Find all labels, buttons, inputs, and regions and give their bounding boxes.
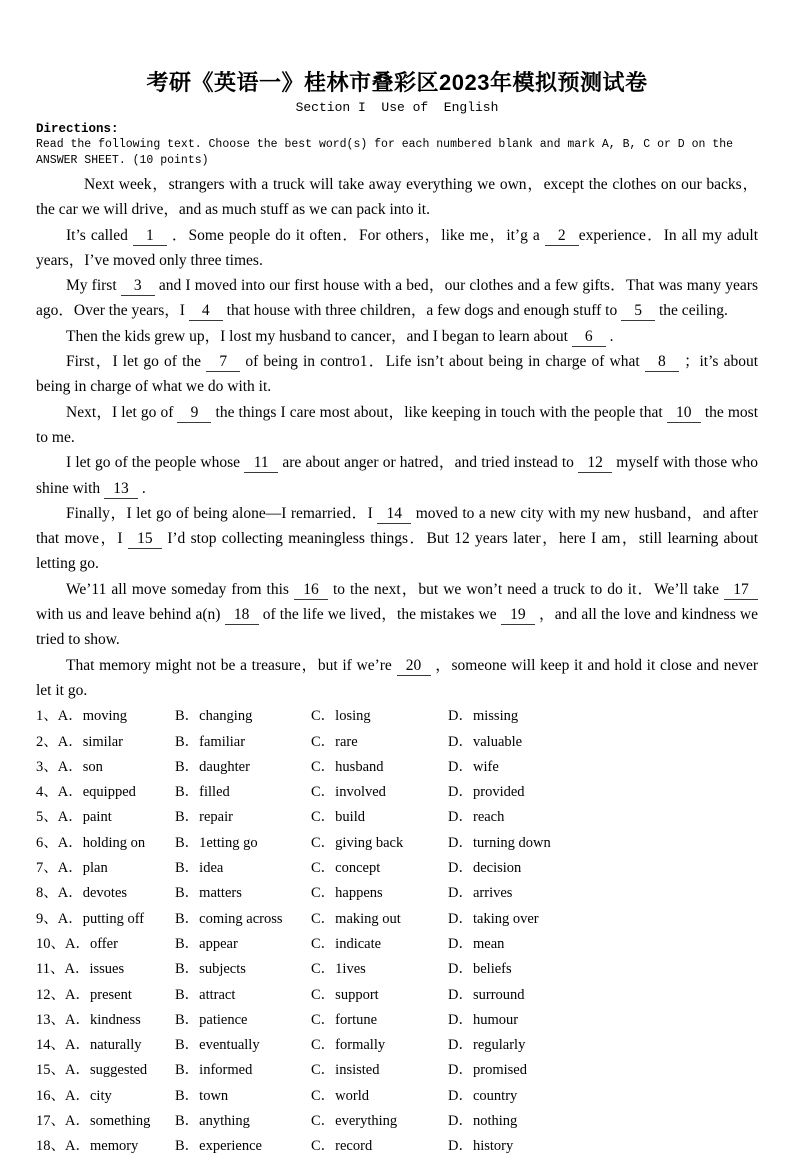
option-text: beliefs [472,961,512,978]
option-cell-d [448,856,758,881]
option-label: C． [311,1112,336,1129]
option-cell-b [175,1033,311,1058]
option-label: B． [175,733,200,750]
option-label: B． [175,986,200,1003]
option-text: 1ives [335,961,366,978]
question-row-3 [36,755,758,780]
option-cell-b [175,1109,311,1134]
option-cell-a [36,1058,175,1083]
option-label: A． [65,1087,90,1104]
blank-9: 9 [177,403,211,423]
option-label: B． [175,834,200,851]
option-cell-c [311,730,448,755]
option-cell-c [311,1084,448,1109]
option-cell-a [36,856,175,881]
option-text: subjects [199,961,246,978]
option-cell-d [448,1134,758,1159]
question-row-1 [36,704,758,729]
question-number: 11、 [36,961,65,978]
option-text: arrives [472,885,513,902]
question-number: 17、 [36,1112,65,1129]
option-label: B． [175,860,200,877]
option-label: B． [175,1138,200,1155]
option-label: D． [448,1011,473,1028]
option-cell-d [448,1109,758,1134]
option-cell-c [311,1134,448,1159]
question-row-4 [36,780,758,805]
question-number: 15、 [36,1062,65,1079]
option-cell-d [448,932,758,957]
option-cell-a [36,1008,175,1033]
blank-2: 2 [545,226,579,246]
blank-17: 17 [724,580,758,600]
option-text: attract [199,986,236,1003]
option-cell-c [311,780,448,805]
option-label: C． [311,935,336,952]
option-text: mean [472,935,505,952]
option-cell-b [175,957,311,982]
question-number: 13、 [36,1011,65,1028]
question-number: 9、 [36,910,58,927]
option-label: B． [175,935,200,952]
option-cell-a [36,730,175,755]
question-row-16 [36,1084,758,1109]
option-label: C． [311,860,336,877]
option-cell-c [311,881,448,906]
option-cell-d [448,1058,758,1083]
option-label: C． [311,1011,336,1028]
option-cell-c [311,907,448,932]
option-text: matters [199,885,242,902]
option-text: country [472,1087,518,1104]
option-label: B． [175,910,200,927]
option-text: memory [89,1138,139,1155]
question-number: 2、 [36,733,58,750]
option-text: coming across [199,910,283,927]
option-label: A． [57,758,83,775]
paragraph-10: That memory might not be a treasure，but if we’re 20 ，someone will keep it and hold it close and never let it go. [36,656,758,699]
option-text: changing [199,708,253,725]
paragraph-4: Then the kids grew up，I lost my husband to cancer，and I began to learn about 6 . [66,327,614,345]
paragraph-7: I let go of the people whose 11 are about anger or hatred，and tried instead to 12 myself with those who shine with 13 . [36,454,758,497]
option-cell-b [175,1084,311,1109]
option-cell-c [311,932,448,957]
blank-3: 3 [121,276,155,296]
blank-19: 19 [501,605,535,625]
paragraph-3: My first 3 and I moved into our first house with a bed，our clothes and a few gifts．That was many years ago．Over the years，I 4 that house with three children，a few dogs and enough stuff to 5 the ceiling. [36,277,759,320]
option-cell-b [175,730,311,755]
option-text: city [89,1087,112,1104]
option-label: C． [311,708,336,725]
option-label: D． [448,986,473,1003]
question-row-14 [36,1033,758,1058]
option-cell-d [448,755,758,780]
question-row-17 [36,1109,758,1134]
paragraph-5: First，I let go of the 7 of being in contro1．Life isn’t about being in charge of what 8 ；it’s about being in charge of what we do with it. [36,353,759,396]
option-label: B． [175,708,200,725]
blank-8: 8 [645,352,679,372]
option-text: issues [89,961,125,978]
option-cell-a [36,780,175,805]
option-cell-a [36,881,175,906]
option-cell-b [175,907,311,932]
directions-text: Read the following text. Choose the best word(s) for each numbered blank and mark A, B, C or D on the ANSWER SHEET. (10 points) [36,138,734,167]
option-text: familiar [199,733,246,750]
option-cell-a [36,1109,175,1134]
option-label: D． [448,885,473,902]
option-label: B． [175,961,200,978]
option-label: A． [65,935,90,952]
option-label: C． [311,834,336,851]
option-cell-c [311,856,448,881]
blank-1: 1 [133,226,167,246]
option-text: appear [199,935,238,952]
option-text: equipped [82,784,136,801]
option-text: decision [472,860,522,877]
question-row-15 [36,1058,758,1083]
option-text: valuable [472,733,523,750]
question-number: 12、 [36,986,65,1003]
option-cell-b [175,1134,311,1159]
blank-18: 18 [225,605,259,625]
blank-20: 20 [397,656,431,676]
option-cell-d [448,957,758,982]
option-text: town [199,1087,229,1104]
option-text: insisted [335,1062,380,1079]
option-label: D． [448,935,473,952]
option-cell-d [448,1008,758,1033]
blank-12: 12 [578,453,612,473]
option-label: B． [175,1112,200,1129]
blank-10: 10 [667,403,701,423]
option-cell-b [175,856,311,881]
option-text: devotes [82,885,128,902]
blank-15: 15 [128,529,162,549]
option-cell-c [311,704,448,729]
option-cell-b [175,780,311,805]
option-cell-d [448,704,758,729]
option-label: C． [311,1037,336,1054]
question-number: 18、 [36,1138,65,1155]
option-text: losing [335,708,371,725]
option-label: B． [175,1037,200,1054]
option-text: giving back [335,834,404,851]
option-text: regularly [472,1037,526,1054]
option-text: record [335,1138,373,1155]
option-cell-a [36,957,175,982]
directions-label: Directions: [36,122,119,136]
option-text: similar [82,733,124,750]
option-label: C． [311,809,336,826]
option-label: B． [175,784,200,801]
blank-16: 16 [294,580,328,600]
option-label: A． [65,1011,90,1028]
option-cell-d [448,907,758,932]
blank-4: 4 [189,301,223,321]
option-cell-b [175,983,311,1008]
option-cell-a [36,983,175,1008]
option-label: A． [57,910,83,927]
option-label: D． [448,1087,473,1104]
question-number: 7、 [36,860,58,877]
paragraph-6: Next，I let go of 9 the things I care most about，like keeping in touch with the people that 10 the most to me. [36,403,758,446]
option-label: C． [311,784,336,801]
option-cell-c [311,1008,448,1033]
option-cell-d [448,805,758,830]
section-heading: Section I Use of English [295,100,499,115]
option-label: D． [448,910,473,927]
option-label: A． [57,784,83,801]
option-label: A． [57,860,83,877]
option-text: promised [472,1062,527,1079]
option-cell-d [448,1033,758,1058]
option-cell-d [448,983,758,1008]
option-label: A． [57,885,83,902]
option-text: surround [472,986,525,1003]
option-label: A． [65,1112,90,1129]
option-cell-c [311,1033,448,1058]
blank-7: 7 [206,352,240,372]
question-row-7 [36,856,758,881]
option-label: C． [311,986,336,1003]
option-label: D． [448,1037,473,1054]
question-list [36,704,758,1159]
option-cell-a [36,704,175,729]
blank-14: 14 [377,504,411,524]
option-text: husband [335,758,384,775]
option-cell-b [175,1058,311,1083]
option-label: A． [57,708,83,725]
option-cell-a [36,805,175,830]
question-row-5 [36,805,758,830]
option-label: A． [65,1037,90,1054]
option-text: something [89,1112,151,1129]
option-label: C． [311,733,336,750]
question-number: 6、 [36,834,58,851]
option-text: holding on [82,834,146,851]
option-text: wife [472,758,499,775]
option-label: B． [175,1011,200,1028]
option-cell-d [448,730,758,755]
question-number: 1、 [36,708,58,725]
option-cell-a [36,907,175,932]
option-text: indicate [335,935,382,952]
option-cell-a [36,1084,175,1109]
option-cell-c [311,1109,448,1134]
option-label: C． [311,885,336,902]
option-text: present [89,986,132,1003]
question-number: 4、 [36,784,58,801]
option-text: provided [472,784,525,801]
blank-6: 6 [572,327,606,347]
option-text: patience [199,1011,248,1028]
question-number: 14、 [36,1037,65,1054]
option-text: concept [335,860,381,877]
option-cell-c [311,831,448,856]
option-text: naturally [89,1037,142,1054]
question-row-2 [36,730,758,755]
option-text: formally [335,1037,386,1054]
option-cell-b [175,805,311,830]
passage [36,172,758,703]
option-text: eventually [199,1037,260,1054]
option-label: B． [175,758,200,775]
question-number: 8、 [36,885,58,902]
option-text: anything [199,1112,250,1129]
option-label: C． [311,1062,336,1079]
option-text: experience [199,1138,262,1155]
option-cell-b [175,932,311,957]
option-label: D． [448,733,473,750]
option-label: D． [448,860,473,877]
option-label: D． [448,961,473,978]
option-label: C． [311,1087,336,1104]
option-text: moving [82,708,128,725]
option-cell-a [36,932,175,957]
question-row-6 [36,831,758,856]
option-label: A． [65,986,90,1003]
option-text: turning down [472,834,551,851]
option-cell-c [311,957,448,982]
option-cell-b [175,755,311,780]
option-text: fortune [335,1011,378,1028]
option-label: A． [57,834,83,851]
option-text: plan [82,860,108,877]
option-text: offer [89,935,118,952]
option-label: A． [57,809,83,826]
option-text: filled [199,784,230,801]
option-cell-d [448,780,758,805]
option-text: 1etting go [199,834,258,851]
option-cell-b [175,831,311,856]
option-cell-b [175,704,311,729]
question-row-18 [36,1134,758,1159]
option-text: idea [199,860,224,877]
question-row-13 [36,1008,758,1033]
question-row-10 [36,932,758,957]
option-cell-a [36,1134,175,1159]
option-cell-a [36,755,175,780]
option-label: D． [448,1062,473,1079]
question-number: 5、 [36,809,58,826]
option-text: reach [472,809,505,826]
option-label: C． [311,910,336,927]
option-label: C． [311,1138,336,1155]
option-label: C． [311,758,336,775]
option-text: daughter [199,758,250,775]
option-label: D． [448,708,473,725]
paragraph-8: Finally，I let go of being alone—I remarried．I 14 moved to a new city with my new husband，and after that move，I 15 I’d stop collecting meaningless things．But 12 years later，here I am，still learning about letting go. [36,504,758,573]
option-cell-a [36,831,175,856]
page-title: 考研《英语一》桂林市叠彩区2023年模拟预测试卷 [146,70,648,95]
option-label: D． [448,834,473,851]
option-label: D． [448,784,473,801]
blank-11: 11 [244,453,278,473]
option-text: involved [335,784,386,801]
option-text: son [82,758,103,775]
option-cell-b [175,1008,311,1033]
option-label: D． [448,1112,473,1129]
option-cell-d [448,831,758,856]
option-label: D． [448,1138,473,1155]
option-cell-d [448,1084,758,1109]
option-text: putting off [82,910,145,927]
option-cell-c [311,1058,448,1083]
question-number: 10、 [36,935,65,952]
option-text: missing [472,708,519,725]
option-text: nothing [472,1112,518,1129]
option-cell-c [311,983,448,1008]
option-text: everything [335,1112,398,1129]
option-cell-a [36,1033,175,1058]
paragraph-9: We’11 all move someday from this 16 to the next，but we won’t need a truck to do it．We’ll take 17 with us and leave behind a(n) 18 of the life we lived，the mistakes we 19 ，and all the love and kindness we tried to show. [36,580,758,649]
option-text: support [335,986,379,1003]
option-text: paint [82,809,112,826]
option-text: informed [199,1062,253,1079]
option-cell-b [175,881,311,906]
option-label: B． [175,885,200,902]
option-label: D． [448,809,473,826]
option-label: A． [57,733,83,750]
option-label: A． [65,1062,90,1079]
option-text: happens [335,885,383,902]
option-label: A． [64,961,90,978]
option-text: suggested [89,1062,148,1079]
question-row-9 [36,907,758,932]
question-number: 3、 [36,758,58,775]
blank-13: 13 [104,479,138,499]
option-label: B． [175,1087,200,1104]
option-text: rare [335,733,358,750]
blank-5: 5 [621,301,655,321]
option-text: history [472,1138,514,1155]
option-text: taking over [472,910,539,927]
option-label: B． [175,809,200,826]
question-number: 16、 [36,1087,65,1104]
option-cell-c [311,755,448,780]
paragraph-2: It’s called 1 ．Some people do it often．For others，like me，it’g a 2 experience．In all my adult years，I’ve moved only three times. [36,226,759,269]
option-text: world [335,1087,370,1104]
option-label: D． [448,758,473,775]
option-text: humour [472,1011,519,1028]
option-text: build [335,809,365,826]
question-row-8 [36,881,758,906]
question-row-12 [36,983,758,1008]
option-cell-c [311,805,448,830]
option-label: C． [311,961,336,978]
option-label: B． [175,1062,200,1079]
option-cell-d [448,881,758,906]
option-text: repair [199,809,233,826]
option-label: A． [65,1138,90,1155]
paragraph-1: Next week，strangers with a truck will take away everything we own，except the clothes on our backs，the car we will drive，and as much stuff as we can pack into it. [36,176,758,219]
option-text: kindness [89,1011,141,1028]
question-row-11 [36,957,758,982]
option-text: making out [335,910,401,927]
